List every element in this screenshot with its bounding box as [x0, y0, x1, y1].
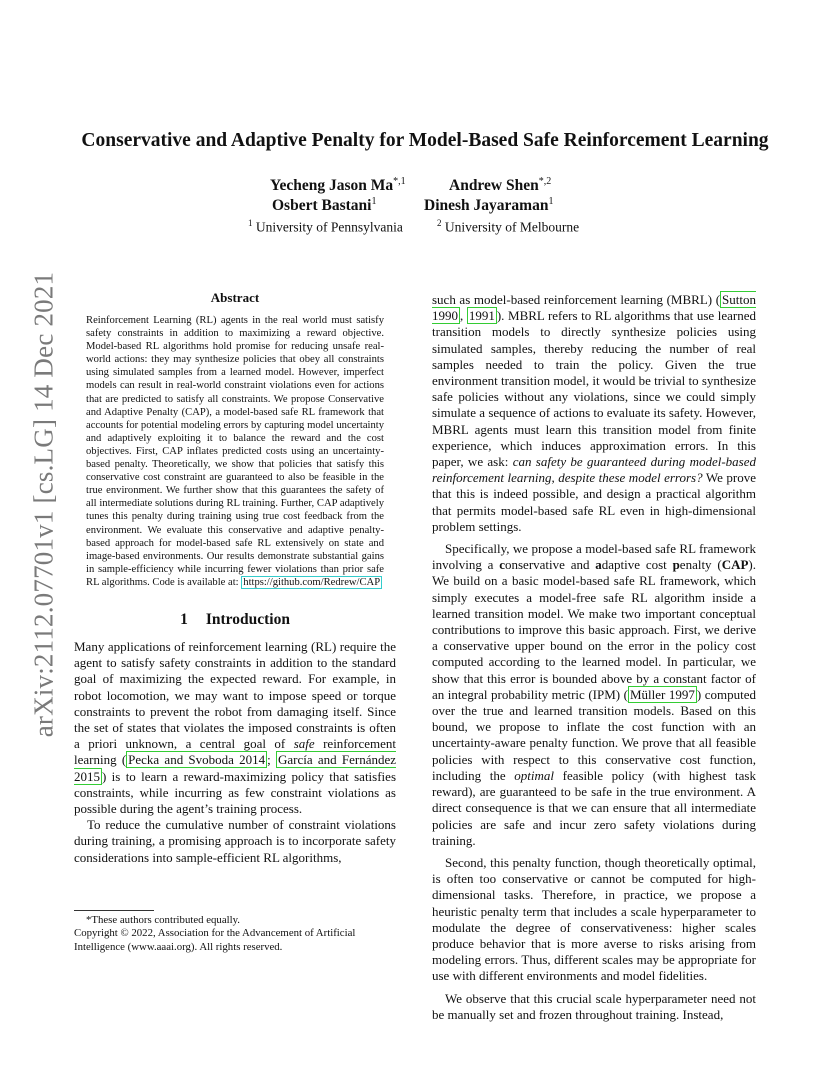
abstract-text: Reinforcement Learning (RL) agents in the real world must satisfy safety constraints in addition to maximizing a reward objective. Model-based RL algorithms hold promise for reducing unsafe real-world actions: they may synthesize policies that obey all constraints using simulated samples from a learned model. However, imperfect models can result in real-world constraint violations even for actions that are predicted to satisfy all constraints. We propose Conservative and Adaptive Penalty (CAP), a model-based safe RL framework that accounts for potential modeling errors by capturing model uncertainty and adaptively exploiting it to balance the reward and the cost objectives. First, CAP inflates predicted costs using an uncertainty-based penalty. Theoretically, we show that policies that satisfy this conservative cost constraint are guaranteed to also be feasible in the true environment. We further show that this guarantees the safety of all intermediate solutions during RL training. Further, CAP adaptively tunes this penalty during training using true cost feedback from the environment. We evaluate this conservative and adaptive penalty-based approach for model-based safe RL extensively on state and image-based environments. Our results demonstrate substantial gains in sample-efficiency while incurring fewer violations than prior safe RL algorithms. Code is available at: https://github.com/Redrew/CAP [86, 315, 384, 588]
section-heading-introduction: 1 Introduction [180, 610, 290, 628]
author: Dinesh Jayaraman$^1$ [424, 196, 554, 215]
affiliation: $^1$ University of Pennsylvania [248, 218, 403, 235]
copyright-notice: Copyright © 2022, Association for the Advancement of Artificial Intelligence (www.aaai.org). All rights reserved. [74, 927, 356, 953]
right-column [432, 292, 756, 1023]
author: Yecheng Jason $Ma^{*,1}$ [270, 176, 406, 195]
intro-paragraph: Many applications of reinforcement learning (RL) require the agent to satisfy safety constraints in addition to the standard goal of maximizing the expected reward. For example, in robot locomotion, we may want to impose speed or torque constraints to prevent the robot from damaging itself. Since the set of states that violates the imposed constraints is often a priori unknown, a central goal of safe reinforcement learning ( Pecka and Svoboda 2014 ; García and Fernández 2015 ) is to learn a reward-maximizing policy that satisfies constraints, while incurring as few constraint violations as possible during the agent’s training process. [74, 638, 396, 816]
citation-link[interactable]: García and Fernández 2015 [74, 752, 396, 784]
author: Osbert Bastani$^1$ [272, 196, 377, 215]
affiliation: $^2$ University of Melbourne [437, 218, 580, 235]
footnotes [74, 914, 404, 954]
citation-link[interactable]: Müller 1997 [629, 686, 695, 702]
citation-link[interactable]: Sutton 1990 [432, 292, 756, 324]
author: Andrew Shen$^{*,2}$ [449, 176, 552, 195]
body-paragraph: such as model-based reinforcement learning (MBRL) ( Sutton 1990 , 1991 ). MBRL refers to RL algorithms that use learned transition models to directly synthesize policies using simulated samples, thereby reducing the number of real samples needed to train the policy. Given the true environment transition model, it would be trivial to synthesize safe policies without any violations, since we could simply simulate a sequence of actions to evaluate its safety. However, MBRL agents must learn this transition model from finite experience, which induces approximation errors. In this paper, we ask: can safety be guaranteed during model-based reinforcement learning, despite these model errors? We prove that this is indeed possible, and design a practical algorithm that permits model-based safe RL even in high-dimensional problem settings. [432, 292, 756, 534]
body-paragraph: Specifically, we propose a model-based safe RL framework involving a conservative and adaptive cost penalty (CAP). We build on a basic model-based safe RL framework, which simply executes a model-free safe RL algorithm inside a learned transition model. We make two important conceptual contributions to improve this basic approach. First, we derive a conservative upper bound on the error in the policy cost computed according to the learned model. In particular, we show that this error is bounded above by a constant factor of an integral probability metric (IPM) ( Müller 1997 ) computed over the true and learned transition models. Based on this bound, we propose to inflate the cost function with an uncertainty-aware penalty function. We prove that all feasible policies with respect to this conservative cost function, including the optimal feasible policy (with highest task reward), are guaranteed to be safe in the true environment. A direct consequence is that we can ensure that all intermediate policies are safe and incur zero safety violations during training. [432, 541, 757, 848]
paper-title: Conservative and Adaptive Penalty for Model-Based Safe Reinforcement Learning [81, 130, 769, 151]
body-paragraph: We observe that this crucial scale hyperparameter need not be manually set and frozen throughout training. Instead, [432, 990, 756, 1022]
arxiv-identifier: arXiv:2112.07701v1 [cs.LG] 14 Dec 2021 [28, 271, 59, 737]
body-paragraph: Second, this penalty function, though theoretically optimal, is often too conservative or cannot be computed for high-dimensional tasks. Therefore, in practice, we propose a heuristic penalty term that includes a scale hyperparameter to modulate the degree of conservativeness: higher scales produce behavior that is more averse to risks arising from modeling errors. Thus, different scales may be appropriate for use with different environments and model fidelities. [432, 854, 756, 984]
left-column [74, 290, 396, 866]
citation-link[interactable]: Pecka and Svoboda 2014 [128, 752, 266, 768]
citation-link[interactable]: 1991 [468, 308, 495, 324]
footnote-equal-contribution: *These authors contributed equally. [86, 914, 241, 926]
abstract-heading: Abstract [210, 290, 260, 305]
footnote-divider [74, 910, 154, 911]
code-link[interactable]: https://github.com/Redrew/CAP [243, 576, 381, 588]
intro-paragraph: To reduce the cumulative number of constraint violations during training, a promising approach is to incorporate safety considerations into sample-efficient RL algorithms, [74, 817, 396, 865]
